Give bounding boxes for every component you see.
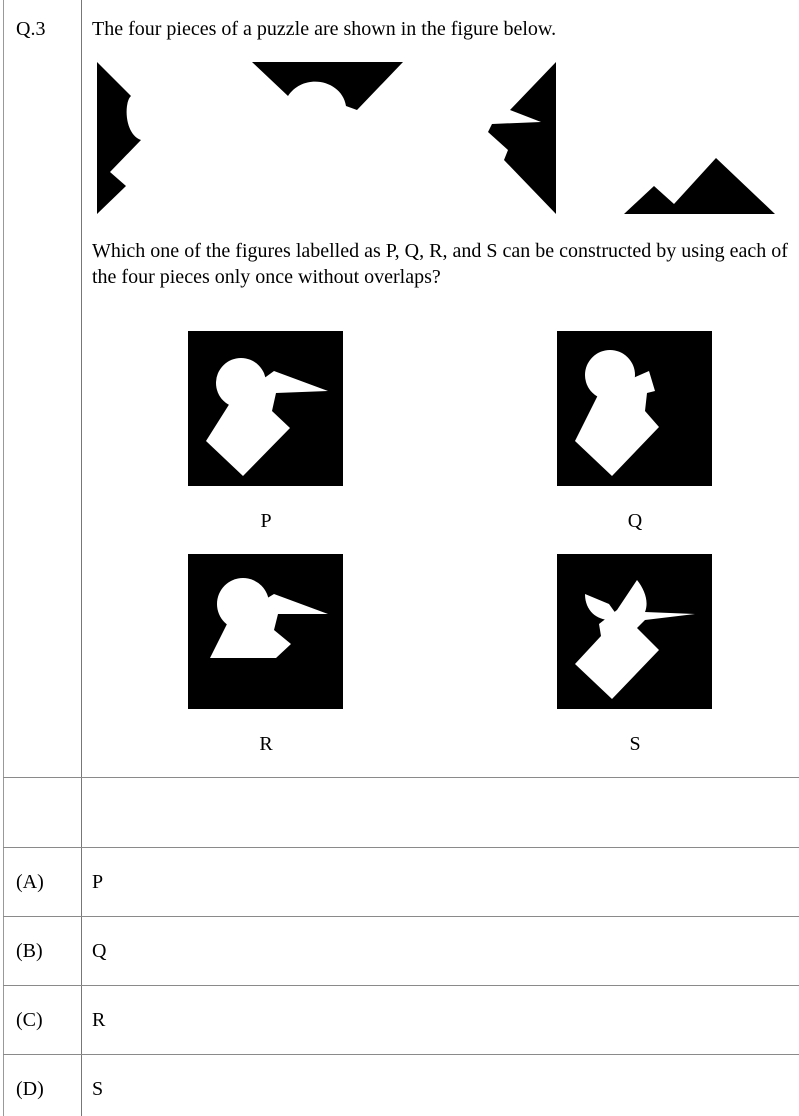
choice-d-text[interactable]: S: [92, 1078, 104, 1100]
question-stem: The four pieces of a puzzle are shown in the figure below.: [92, 18, 557, 40]
choice-d-letter: (D): [16, 1078, 44, 1100]
puzzle-piece-2: [252, 62, 404, 112]
choice-b-letter: (B): [16, 940, 43, 962]
left-border: [3, 0, 4, 1116]
row-divider: [3, 985, 799, 986]
question-prompt: Which one of the figures labelled as P, Q, R, and S can be constructed by using each of the four pieces only once without overlaps?: [92, 240, 788, 288]
row-divider: [3, 847, 799, 848]
question-number: Q.3: [16, 18, 46, 40]
figure-label-r: R: [259, 733, 273, 755]
figure-label-p: P: [260, 510, 272, 532]
figure-s: [557, 554, 712, 709]
figure-r: [188, 554, 343, 709]
figure-p: [188, 331, 343, 486]
choice-b-text[interactable]: Q: [92, 940, 107, 962]
choice-a-letter: (A): [16, 871, 44, 893]
puzzle-piece-3: [486, 62, 558, 214]
choice-c-text[interactable]: R: [92, 1009, 106, 1031]
figure-label-q: Q: [627, 510, 643, 532]
choice-a-text[interactable]: P: [92, 871, 104, 893]
row-divider: [3, 916, 799, 917]
choice-c-letter: (C): [16, 1009, 43, 1031]
row-divider: [3, 1054, 799, 1055]
figure-q: [557, 331, 712, 486]
puzzle-piece-4: [624, 156, 776, 214]
puzzle-piece-1: [96, 62, 146, 214]
figure-label-s: S: [629, 733, 641, 755]
left-column-divider: [81, 0, 82, 1116]
row-divider: [3, 777, 799, 778]
